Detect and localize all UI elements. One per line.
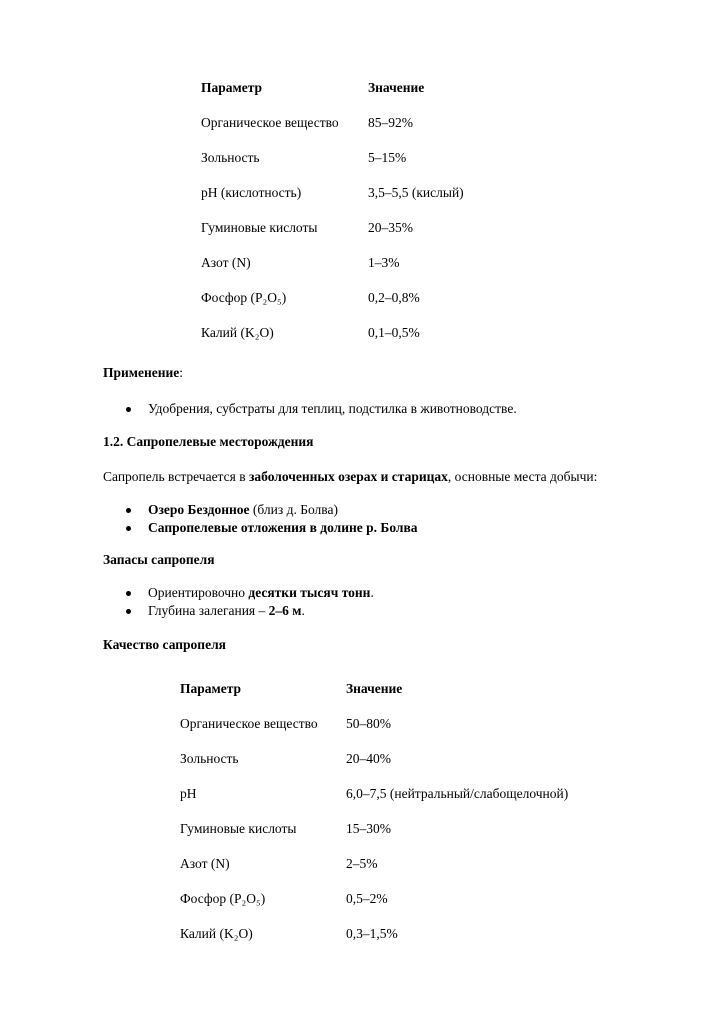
value-cell: 0,5–2% (346, 890, 388, 906)
parameter-cell: Фосфор (P₂O₅) (201, 289, 287, 305)
column-header-value: Значение (346, 680, 403, 696)
bullet-icon (126, 591, 131, 596)
deposit-name: Сапропелевые отложения в долине р. Болва (148, 520, 418, 535)
table-row (180, 706, 568, 741)
table-row (201, 210, 464, 245)
column-header-parameter: Параметр (180, 680, 242, 696)
peat-parameters-table-body (201, 70, 464, 350)
quality-heading: Качество сапропеля (103, 637, 226, 652)
parameter-cell: Гуминовые кислоты (180, 820, 297, 836)
parameter-cell: Азот (N) (201, 254, 251, 270)
parameter-cell: Азот (N) (180, 855, 230, 871)
parameter-cell: Фосфор (P₂O₅) (180, 890, 266, 906)
value-cell: 0,2–0,8% (368, 289, 420, 305)
value-cell: 3,5–5,5 (кислый) (368, 184, 464, 200)
reserve-value: 2–6 м (268, 603, 302, 618)
reserve-end: . (370, 585, 374, 600)
table-row (201, 175, 464, 210)
table-row (201, 315, 464, 350)
table-header-row (201, 70, 464, 105)
parameter-cell: Калий (K₂O) (180, 925, 253, 941)
parameter-cell: Гуминовые кислоты (201, 219, 318, 235)
deposit-name: Озеро Бездонное (148, 502, 250, 517)
parameter-cell: pH (кислотность) (201, 184, 302, 200)
list-item-text (148, 519, 418, 537)
list-item-text (148, 584, 374, 602)
list-item-text: Удобрения, субстраты для теплиц, подстилка в животноводстве. (148, 401, 517, 416)
table-row (180, 846, 568, 881)
section-intro-pre: Сапропель встречается в (103, 469, 249, 484)
section-intro (103, 469, 597, 485)
section-intro-bold: заболоченных озерах и старицах (248, 469, 448, 484)
value-cell: 85–92% (368, 114, 413, 130)
parameter-cell: Калий (K₂O) (201, 324, 274, 340)
reserve-text: Ориентировочно (148, 585, 249, 600)
sapropel-quality-table-body (180, 671, 568, 951)
table-row (201, 140, 464, 175)
column-header-parameter: Параметр (201, 79, 263, 95)
bullet-icon (126, 526, 131, 531)
parameter-cell: Органическое вещество (201, 114, 339, 130)
table-row (180, 741, 568, 776)
value-cell: 50–80% (346, 715, 391, 731)
table-row (201, 280, 464, 315)
bullet-icon (126, 508, 131, 513)
table-row (180, 881, 568, 916)
parameter-cell: Зольность (180, 750, 239, 766)
reserves-heading: Запасы сапропеля (103, 552, 215, 567)
value-cell: 0,3–1,5% (346, 925, 398, 941)
reserve-text: Глубина залегания – (148, 603, 269, 618)
value-cell: 20–40% (346, 750, 391, 766)
list-item-text (148, 602, 305, 620)
table-header-row (180, 671, 568, 706)
application-heading (103, 365, 183, 381)
value-cell: 20–35% (368, 219, 413, 235)
list-item-text (148, 501, 338, 519)
value-cell: 1–3% (368, 254, 400, 270)
parameter-cell: pH (180, 785, 197, 801)
reserve-value: десятки тысяч тонн (248, 585, 371, 600)
parameter-cell: Органическое вещество (180, 715, 318, 731)
table-row (201, 105, 464, 140)
table-row (201, 245, 464, 280)
column-header-value: Значение (368, 79, 425, 95)
table-row (180, 811, 568, 846)
deposit-note: (близ д. Болва) (249, 502, 338, 517)
section-heading: 1.2. Сапропелевые месторождения (103, 434, 314, 449)
application-heading-label: Применение (103, 365, 180, 380)
value-cell: 0,1–0,5% (368, 324, 420, 340)
parameter-cell: Зольность (201, 149, 260, 165)
bullet-icon (126, 407, 131, 412)
reserve-end: . (301, 603, 305, 618)
value-cell: 2–5% (346, 855, 378, 871)
application-heading-colon: : (179, 365, 184, 380)
table-row (180, 916, 568, 951)
table-row (180, 776, 568, 811)
value-cell: 6,0–7,5 (нейтральный/слабощелочной) (346, 785, 569, 801)
section-intro-post: , основные места добычи: (447, 469, 598, 484)
peat-parameters-table (201, 70, 464, 350)
sapropel-quality-table (180, 671, 568, 951)
value-cell: 5–15% (368, 149, 407, 165)
bullet-icon (126, 609, 131, 614)
value-cell: 15–30% (346, 820, 391, 836)
